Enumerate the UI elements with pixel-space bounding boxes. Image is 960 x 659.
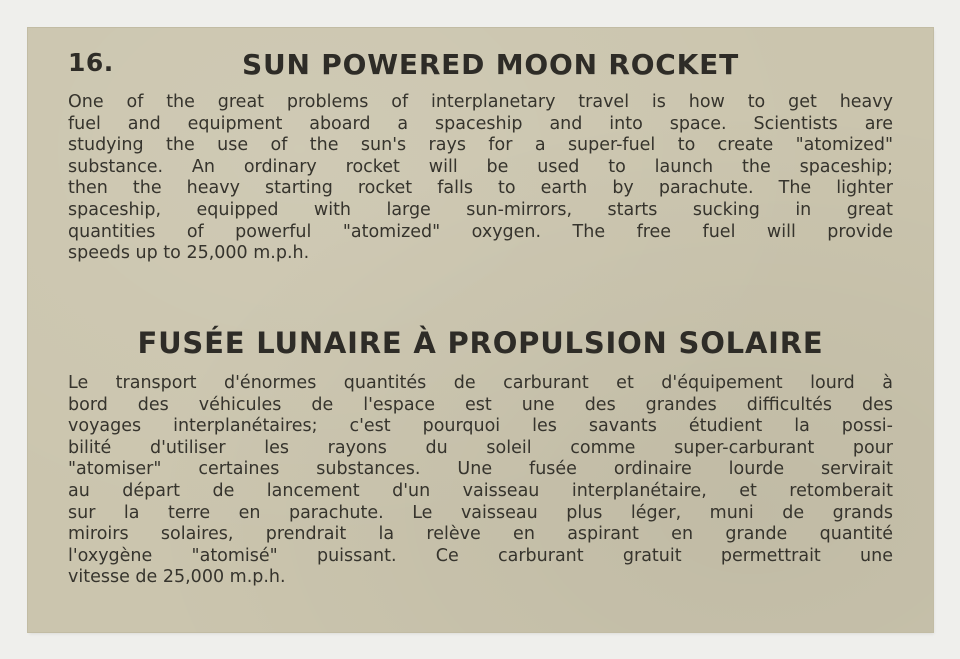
english-text-line: substance. An ordinary rocket will be used to launch the spaceship; [68, 156, 893, 177]
french-text-line: Le transport d'énormes quantités de carburant et d'équipement lourd à [68, 373, 893, 393]
english-text-line: spaceship, equipped with large sun-mirrors, starts sucking in great [68, 199, 893, 220]
french-text-line: "atomiser" certaines substances. Une fusée ordinaire lourde servirait [68, 459, 893, 480]
english-text-line: speeds up to 25,000 m.p.h. [68, 243, 310, 264]
french-title: FUSÉE LUNAIRE À PROPULSION SOLAIRE [137, 326, 824, 360]
french-text-line: sur la terre en parachute. Le vaisseau plus léger, muni de grands [68, 502, 893, 523]
french-text-line: voyages interplanétaires; c'est pourquoi les savants étudient la possi- [68, 416, 893, 437]
french-text-line: bord des véhicules de l'espace est une des grandes difficultés des [68, 394, 893, 415]
french-text-line: au départ de lancement d'un vaisseau interplanétaire, et retomberait [68, 480, 893, 501]
english-description [68, 92, 893, 265]
card-number: 16. [68, 48, 114, 77]
english-text-line: studying the use of the sun's rays for a super-fuel to create "atomized" [68, 135, 893, 156]
english-text-line: quantities of powerful "atomized" oxygen. The free fuel will provide [68, 221, 893, 242]
french-text-line: bilité d'utiliser les rayons du soleil comme super-carburant pour [68, 437, 893, 458]
english-text-line: then the heavy starting rocket falls to earth by parachute. The lighter [68, 178, 893, 199]
english-text-line: One of the great problems of interplanetary travel is how to get heavy [68, 92, 893, 112]
english-text-line: fuel and equipment aboard a spaceship and into space. Scientists are [68, 113, 893, 134]
french-text-line: miroirs solaires, prendrait la relève en aspirant en grande quantité [68, 524, 893, 545]
french-text-line: l'oxygène "atomisé" puissant. Ce carburant gratuit permettrait une [68, 545, 893, 566]
english-title: SUN POWERED MOON ROCKET [242, 48, 739, 81]
french-text-line: vitesse de 25,000 m.p.h. [68, 567, 286, 588]
french-description [68, 373, 893, 589]
trading-card-back [28, 28, 933, 632]
